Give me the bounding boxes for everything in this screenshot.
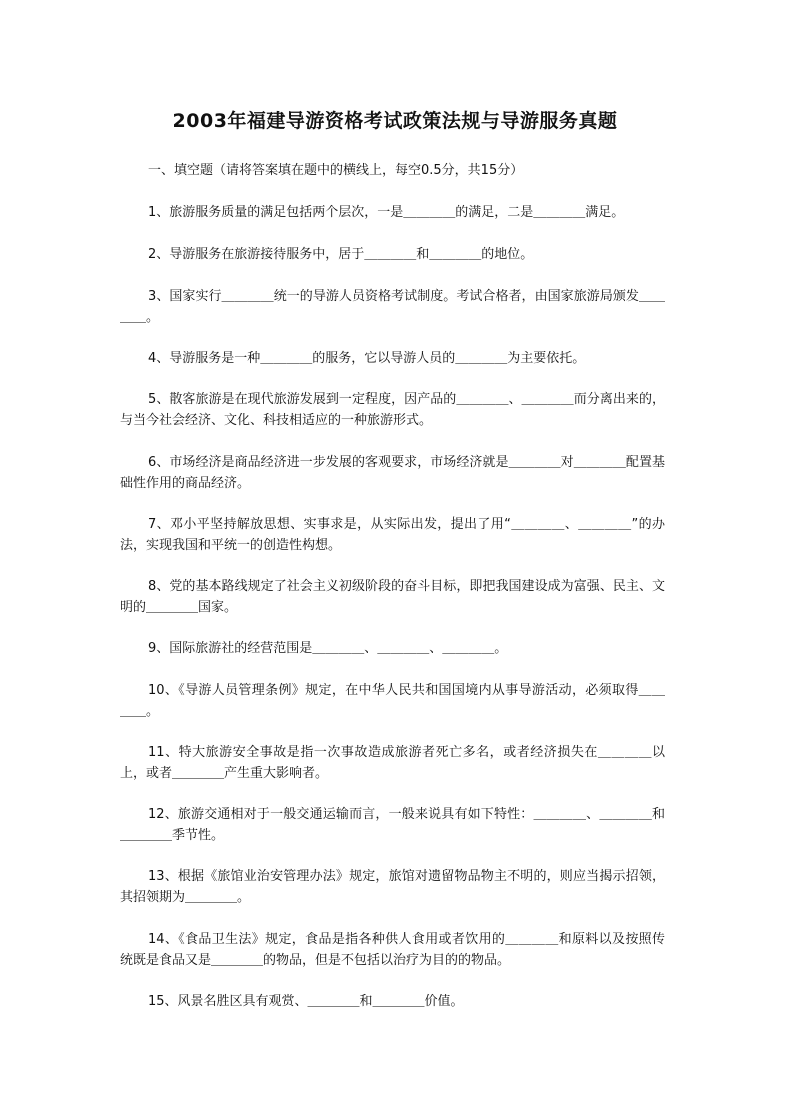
question-6: 6、市场经济是商品经济进一步发展的客观要求，市场经济就是＿＿＿＿对＿＿＿＿配置基础性作用的商品经济。: [120, 455, 665, 491]
document-title: 2003年福建导游资格考试政策法规与导游服务真题: [172, 110, 618, 132]
question-12: 12、旅游交通相对于一般交通运输而言，一般来说具有如下特性：＿＿＿＿、＿＿＿＿和＿＿＿＿季节性。: [120, 807, 665, 843]
question-13: 13、根据《旅馆业治安管理办法》规定，旅馆对遗留物品物主不明的，则应当揭示招领，其招领期为＿＿＿＿。: [120, 869, 665, 905]
question-11: 11、特大旅游安全事故是指一次事故造成旅游者死亡多名，或者经济损失在＿＿＿＿以上，或者＿＿＿＿产生重大影响者。: [120, 745, 665, 781]
question-9: 9、国际旅游社的经营范围是＿＿＿＿、＿＿＿＿、＿＿＿＿。: [148, 641, 508, 656]
question-14: 14、《食品卫生法》规定，食品是指各种供人食用或者饮用的＿＿＿＿和原料以及按照传统既是食品又是＿＿＿＿的物品，但是不包括以治疗为目的的物品。: [120, 932, 665, 968]
question-3: 3、国家实行＿＿＿＿统一的导游人员资格考试制度。考试合格者，由国家旅游局颁发＿＿＿＿。: [120, 289, 665, 325]
question-1: 1、旅游服务质量的满足包括两个层次，一是＿＿＿＿的满足，二是＿＿＿＿满足。: [148, 205, 625, 220]
question-15: 15、风景名胜区具有观赏、＿＿＿＿和＿＿＿＿价值。: [148, 994, 464, 1009]
question-4: 4、导游服务是一种＿＿＿＿的服务，它以导游人员的＿＿＿＿为主要依托。: [148, 351, 586, 366]
question-10: 10、《导游人员管理条例》规定，在中华人民共和国国境内从事导游活动，必须取得＿＿＿＿。: [120, 683, 665, 719]
question-8: 8、党的基本路线规定了社会主义初级阶段的奋斗目标，即把我国建设成为富强、民主、文明的＿＿＿＿国家。: [120, 579, 665, 615]
question-5: 5、散客旅游是在现代旅游发展到一定程度，因产品的＿＿＿＿、＿＿＿＿而分离出来的，与当今社会经济、文化、科技相适应的一种旅游形式。: [120, 392, 665, 428]
question-7: 7、邓小平坚持解放思想、实事求是，从实际出发，提出了用“＿＿＿＿、＿＿＿＿”的办法，实现我国和平统一的创造性构想。: [120, 517, 665, 553]
question-2: 2、导游服务在旅游接待服务中，居于＿＿＿＿和＿＿＿＿的地位。: [148, 247, 534, 262]
section-heading: 一、填空题（请将答案填在题中的横线上，每空0.5分，共15分）: [148, 163, 524, 178]
